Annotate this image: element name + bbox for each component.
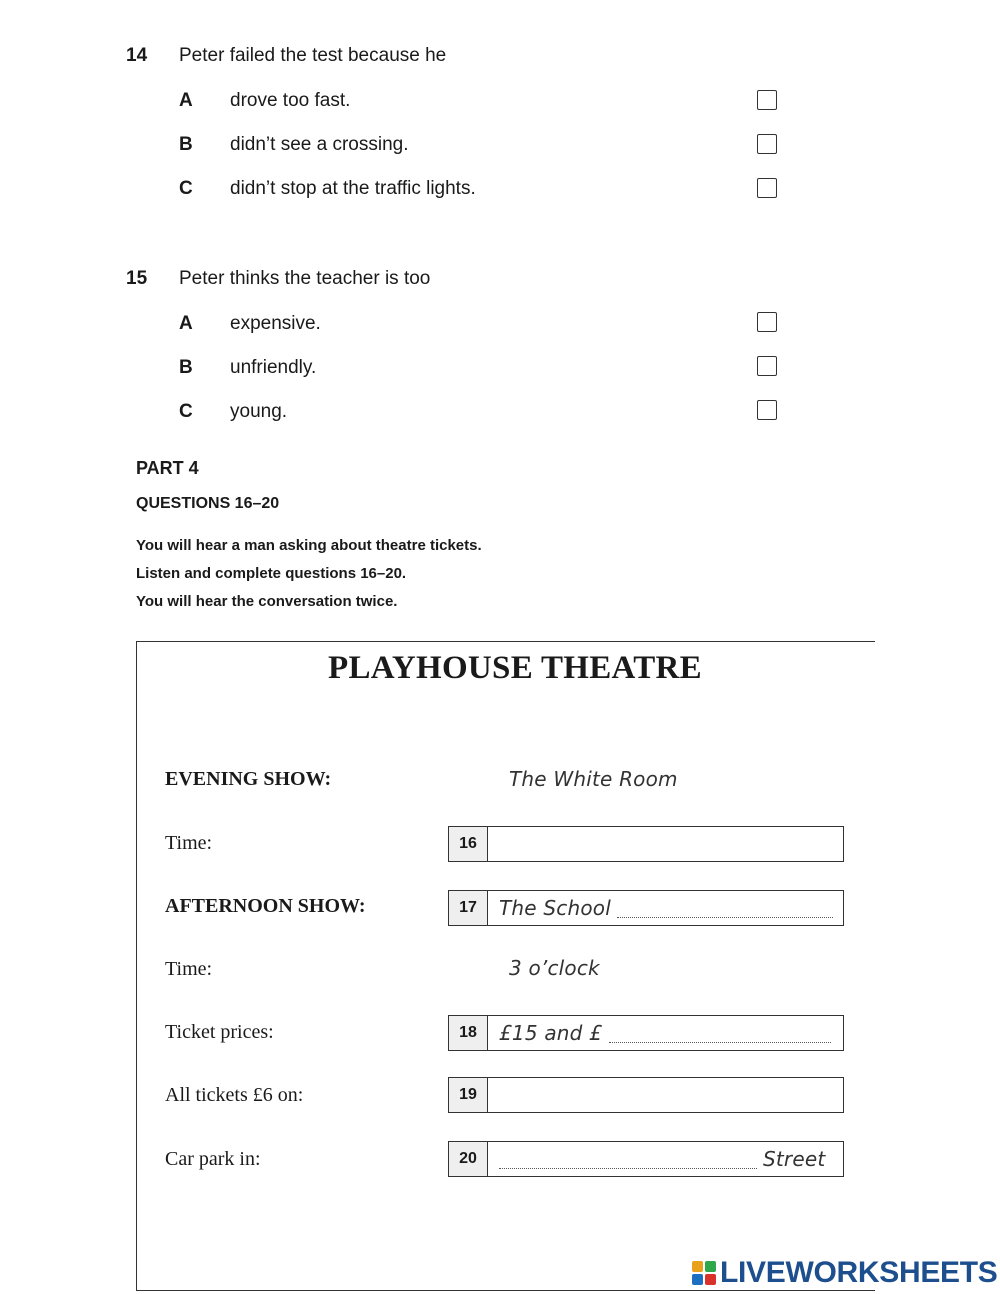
liveworksheets-logo xyxy=(692,1256,998,1290)
logo-cell-4 xyxy=(705,1274,716,1285)
q15-option-c-checkbox[interactable] xyxy=(757,400,777,420)
q14-option-a-letter: A xyxy=(179,90,193,111)
afternoon-show-label: AFTERNOON SHOW: xyxy=(165,895,366,917)
instruction-line-1: You will hear a man asking about theatre tickets. xyxy=(136,537,482,554)
answer-16-input[interactable] xyxy=(493,830,837,860)
q14-option-b-text: didn’t see a crossing. xyxy=(230,134,409,155)
answer-17-input[interactable] xyxy=(617,894,837,924)
time-label-2: Time: xyxy=(165,958,213,980)
answer-16-number: 16 xyxy=(449,827,488,861)
answer-20-number: 20 xyxy=(449,1142,488,1176)
q15-option-a-letter: A xyxy=(179,313,193,334)
part-title: PART 4 xyxy=(136,458,199,478)
q15-option-c-letter: C xyxy=(179,401,193,422)
questions-range-title: QUESTIONS 16–20 xyxy=(136,495,280,512)
q15-option-b-checkbox[interactable] xyxy=(757,356,777,376)
answer-19-input[interactable] xyxy=(493,1081,837,1111)
q14-option-a-text: drove too fast. xyxy=(230,90,351,111)
q14-option-b-checkbox[interactable] xyxy=(757,134,777,154)
q15-stem: Peter thinks the teacher is too xyxy=(179,268,431,289)
q15-number: 15 xyxy=(126,268,148,289)
answer-17-prefix: The School xyxy=(499,896,611,920)
ticket-prices-label: Ticket prices: xyxy=(165,1021,274,1043)
evening-show-value: The White Room xyxy=(509,767,678,791)
evening-show-label: EVENING SHOW: xyxy=(165,768,332,790)
answer-18-input[interactable] xyxy=(609,1019,835,1049)
instruction-line-3: You will hear the conversation twice. xyxy=(136,593,398,610)
answer-20-input[interactable] xyxy=(499,1145,761,1175)
logo-cell-2 xyxy=(705,1261,716,1272)
time-label-1: Time: xyxy=(165,832,213,854)
time-value-2: 3 o’clock xyxy=(509,956,600,980)
answer-20-field xyxy=(448,1141,844,1177)
q14-option-c-letter: C xyxy=(179,178,193,199)
theatre-form-box xyxy=(136,641,875,1291)
answer-18-prefix: £15 and £ xyxy=(499,1021,603,1045)
q15-option-b-text: unfriendly. xyxy=(230,357,317,378)
answer-18-field xyxy=(448,1015,844,1051)
logo-text: LIVEWORKSHEETS xyxy=(720,1256,998,1289)
answer-17-number: 17 xyxy=(449,891,488,925)
logo-cell-1 xyxy=(692,1261,703,1272)
q14-number: 14 xyxy=(126,45,148,66)
answer-19-number: 19 xyxy=(449,1078,488,1112)
q15-option-c-text: young. xyxy=(230,401,288,422)
instruction-line-2: Listen and complete questions 16–20. xyxy=(136,565,407,582)
all-tickets-label: All tickets £6 on: xyxy=(165,1084,304,1106)
q15-option-a-text: expensive. xyxy=(230,313,321,334)
form-title: PLAYHOUSE THEATRE xyxy=(327,650,702,686)
answer-16-field xyxy=(448,826,844,862)
q14-option-c-checkbox[interactable] xyxy=(757,178,777,198)
car-park-label: Car park in: xyxy=(165,1148,261,1170)
answer-17-field xyxy=(448,890,844,926)
q15-option-a-checkbox[interactable] xyxy=(757,312,777,332)
q14-stem: Peter failed the test because he xyxy=(179,45,447,66)
answer-18-number: 18 xyxy=(449,1016,488,1050)
answer-20-suffix: Street xyxy=(763,1147,826,1171)
logo-cell-3 xyxy=(692,1274,703,1285)
q14-option-c-text: didn’t stop at the traffic lights. xyxy=(230,178,476,199)
q14-option-b-letter: B xyxy=(179,134,193,155)
q14-option-a-checkbox[interactable] xyxy=(757,90,777,110)
q15-option-b-letter: B xyxy=(179,357,193,378)
logo-mark-icon xyxy=(692,1261,716,1285)
answer-19-field xyxy=(448,1077,844,1113)
